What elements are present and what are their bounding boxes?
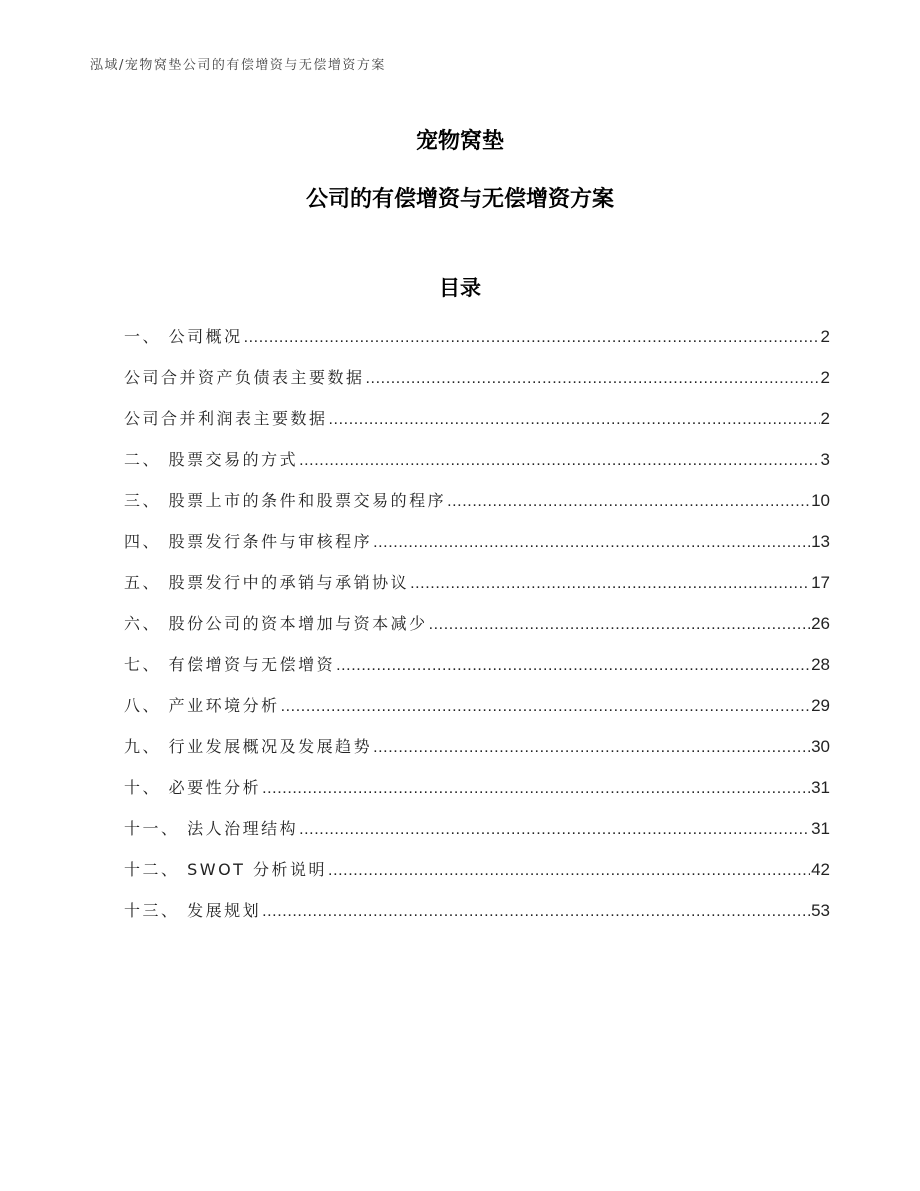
toc-entry-label: 公司合并资产负债表主要数据 (124, 368, 365, 387)
toc-dot-leader (329, 407, 820, 433)
toc-entry[interactable] (124, 570, 830, 611)
toc-dot-leader (410, 571, 810, 597)
toc-entry-page: 31 (811, 778, 830, 797)
toc-entry-page: 13 (811, 532, 830, 551)
toc-entry-page: 28 (811, 655, 830, 674)
toc-heading: 目录 (439, 276, 481, 300)
toc-entry[interactable] (124, 652, 830, 693)
toc-entry-page: 30 (811, 737, 830, 756)
table-of-contents (124, 324, 830, 939)
toc-entry[interactable] (124, 529, 830, 570)
toc-entry-label: 四、 股票发行条件与审核程序 (124, 532, 373, 551)
toc-entry-label: 六、 股份公司的资本增加与资本减少 (124, 614, 428, 633)
toc-dot-leader (281, 694, 810, 720)
toc-entry[interactable] (124, 898, 830, 939)
toc-entry-page: 10 (811, 491, 830, 510)
toc-dot-leader (429, 612, 810, 638)
toc-dot-leader (447, 489, 810, 515)
toc-entry-page: 42 (811, 860, 830, 879)
toc-dot-leader (373, 530, 810, 556)
toc-dot-leader (336, 653, 810, 679)
toc-entry-page: 31 (811, 819, 830, 838)
toc-entry[interactable] (124, 775, 830, 816)
toc-entry[interactable] (124, 406, 830, 447)
toc-entry[interactable] (124, 693, 830, 734)
toc-dot-leader (366, 366, 820, 392)
toc-entry-page: 2 (820, 368, 830, 387)
running-header: 泓域/宠物窝垫公司的有偿增资与无偿增资方案 (90, 58, 386, 73)
document-subtitle: 公司的有偿增资与无偿增资方案 (305, 187, 614, 212)
toc-entry-label: 九、 行业发展概况及发展趋势 (124, 737, 373, 756)
toc-dot-leader (328, 858, 810, 884)
toc-entry[interactable] (124, 611, 830, 652)
toc-entry-label: 十二、 SWOT 分析说明 (124, 860, 328, 879)
toc-entry-label: 十、 必要性分析 (124, 778, 262, 797)
toc-entry[interactable] (124, 857, 830, 898)
toc-dot-leader (299, 448, 819, 474)
toc-entry-label: 三、 股票上市的条件和股票交易的程序 (124, 491, 447, 510)
toc-entry-page: 3 (820, 450, 830, 469)
toc-entry-page: 2 (820, 327, 830, 346)
toc-entry-label: 十一、 法人治理结构 (124, 819, 299, 838)
toc-dot-leader (373, 735, 810, 761)
toc-entry-page: 26 (811, 614, 830, 633)
toc-entry[interactable] (124, 324, 830, 365)
toc-entry[interactable] (124, 734, 830, 775)
toc-entry-label: 一、 公司概况 (124, 327, 243, 346)
toc-entry[interactable] (124, 488, 830, 529)
toc-entry-page: 2 (820, 409, 830, 428)
toc-entry-page: 53 (811, 901, 830, 920)
toc-dot-leader (244, 325, 820, 351)
toc-entry-label: 公司合并利润表主要数据 (124, 409, 328, 428)
toc-entry-label: 二、 股票交易的方式 (124, 450, 299, 469)
toc-entry[interactable] (124, 365, 830, 406)
toc-entry-page: 17 (811, 573, 830, 592)
toc-entry-label: 十三、 发展规划 (124, 901, 262, 920)
document-title: 宠物窝垫 (415, 129, 504, 154)
toc-entry[interactable] (124, 447, 830, 488)
toc-entry-label: 五、 股票发行中的承销与承销协议 (124, 573, 410, 592)
toc-entry-page: 29 (811, 696, 830, 715)
toc-dot-leader (262, 899, 810, 925)
toc-dot-leader (262, 776, 810, 802)
toc-entry-label: 八、 产业环境分析 (124, 696, 280, 715)
toc-entry[interactable] (124, 816, 830, 857)
toc-dot-leader (299, 817, 810, 843)
toc-entry-label: 七、 有偿增资与无偿增资 (124, 655, 336, 674)
